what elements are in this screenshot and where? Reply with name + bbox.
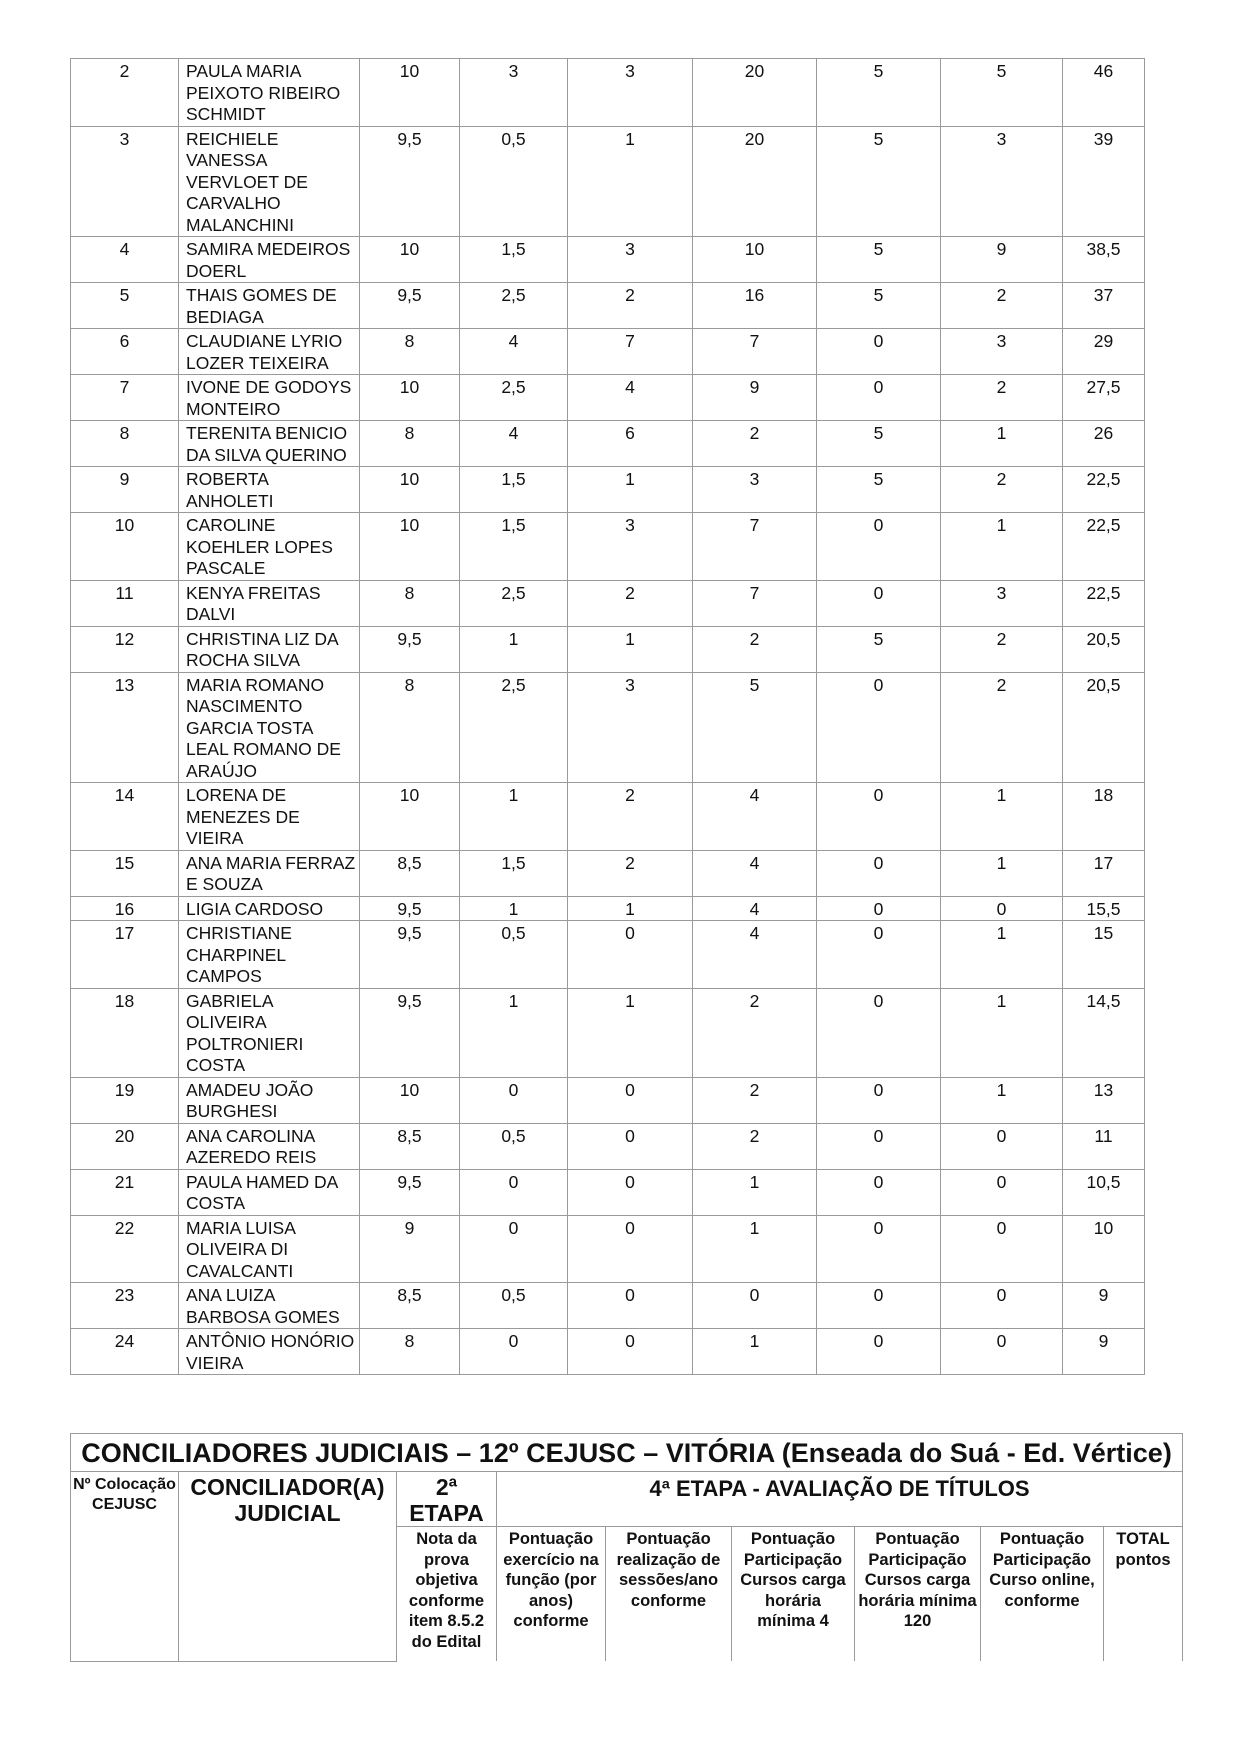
- courses-4h-cell: 16: [693, 283, 817, 329]
- name-cell: ANA CAROLINA AZEREDO REIS: [179, 1123, 360, 1169]
- results-table: [70, 58, 1145, 1375]
- sessions-score-cell: 3: [568, 513, 693, 581]
- name-cell: LORENA DE MENEZES DE VIEIRA: [179, 783, 360, 851]
- courses-4h-cell: 7: [693, 329, 817, 375]
- name-cell: REICHIELE VANESSA VERVLOET DE CARVALHO MALANCHINI: [179, 126, 360, 237]
- sessions-score-cell: 3: [568, 59, 693, 127]
- objective-score-cell: 9: [360, 1215, 460, 1283]
- name-cell: ANA LUIZA BARBOSA GOMES: [179, 1283, 360, 1329]
- exercise-score-cell: 4: [460, 329, 568, 375]
- table-row: [71, 283, 1145, 329]
- position-cell: 7: [71, 375, 179, 421]
- exercise-score-cell: 1: [460, 988, 568, 1077]
- table-row: [71, 59, 1145, 127]
- table-title: CONCILIADORES JUDICIAIS – 12º CEJUSC – VITÓRIA (Enseada do Suá - Ed. Vértice): [71, 1434, 1183, 1472]
- online-course-header: Pontuação Participação Curso online, conforme: [981, 1527, 1104, 1662]
- exercise-score-cell: 0,5: [460, 126, 568, 237]
- exercise-score-cell: 0: [460, 1077, 568, 1123]
- online-course-cell: 3: [941, 329, 1063, 375]
- table-row: [71, 626, 1145, 672]
- online-course-cell: 5: [941, 59, 1063, 127]
- total-cell: 22,5: [1063, 513, 1145, 581]
- name-cell: CAROLINE KOEHLER LOPES PASCALE: [179, 513, 360, 581]
- online-course-cell: 2: [941, 672, 1063, 783]
- sessions-score-cell: 1: [568, 896, 693, 921]
- courses-4h-cell: 1: [693, 1329, 817, 1375]
- sessions-score-cell: 1: [568, 626, 693, 672]
- sessions-score-cell: 0: [568, 1169, 693, 1215]
- table-row: [71, 1169, 1145, 1215]
- table-row: [71, 783, 1145, 851]
- online-course-cell: 2: [941, 283, 1063, 329]
- table-row: [71, 580, 1145, 626]
- position-cell: 23: [71, 1283, 179, 1329]
- objective-score-cell: 9,5: [360, 1169, 460, 1215]
- sessions-score-cell: 1: [568, 126, 693, 237]
- position-cell: 13: [71, 672, 179, 783]
- position-cell: 3: [71, 126, 179, 237]
- courses-4h-cell: 20: [693, 126, 817, 237]
- table-row: [71, 421, 1145, 467]
- courses-4h-cell: 0: [693, 1283, 817, 1329]
- objective-score-cell: 8,5: [360, 1283, 460, 1329]
- total-cell: 20,5: [1063, 672, 1145, 783]
- courses-4h-cell: 4: [693, 783, 817, 851]
- courses-4h-cell: 4: [693, 850, 817, 896]
- stage-4-header: 4ª ETAPA - AVALIAÇÃO DE TÍTULOS: [497, 1472, 1183, 1527]
- courses-4h-cell: 4: [693, 896, 817, 921]
- total-cell: 11: [1063, 1123, 1145, 1169]
- online-course-cell: 1: [941, 783, 1063, 851]
- sessions-score-cell: 1: [568, 988, 693, 1077]
- online-course-cell: 3: [941, 126, 1063, 237]
- table-row: [71, 1123, 1145, 1169]
- courses-120h-cell: 0: [817, 850, 941, 896]
- online-course-cell: 1: [941, 421, 1063, 467]
- table-row: [71, 850, 1145, 896]
- name-cell: TERENITA BENICIO DA SILVA QUERINO: [179, 421, 360, 467]
- online-course-cell: 0: [941, 896, 1063, 921]
- courses-120h-cell: 5: [817, 467, 941, 513]
- online-course-cell: 0: [941, 1123, 1063, 1169]
- sessions-score-cell: 0: [568, 1283, 693, 1329]
- courses-120h-cell: 0: [817, 1123, 941, 1169]
- table-row: [71, 513, 1145, 581]
- exercise-score-cell: 1,5: [460, 237, 568, 283]
- total-cell: 9: [1063, 1283, 1145, 1329]
- total-cell: 27,5: [1063, 375, 1145, 421]
- sessions-score-header: Pontuação realização de sessões/ano conforme: [606, 1527, 732, 1662]
- online-course-cell: 0: [941, 1215, 1063, 1283]
- exercise-score-cell: 0: [460, 1215, 568, 1283]
- stage-2-header: 2ª ETAPA: [397, 1472, 497, 1527]
- objective-score-cell: 10: [360, 59, 460, 127]
- name-cell: MARIA ROMANO NASCIMENTO GARCIA TOSTA LEAL ROMANO DE ARAÚJO: [179, 672, 360, 783]
- courses-120h-cell: 5: [817, 237, 941, 283]
- objective-score-cell: 10: [360, 467, 460, 513]
- position-cell: 8: [71, 421, 179, 467]
- total-cell: 39: [1063, 126, 1145, 237]
- exercise-score-cell: 0,5: [460, 921, 568, 989]
- exercise-score-cell: 2,5: [460, 672, 568, 783]
- sessions-score-cell: 0: [568, 1215, 693, 1283]
- position-cell: 21: [71, 1169, 179, 1215]
- name-cell: PAULA MARIA PEIXOTO RIBEIRO SCHMIDT: [179, 59, 360, 127]
- objective-score-cell: 9,5: [360, 626, 460, 672]
- conciliator-column-header: CONCILIADOR(A) JUDICIAL: [179, 1472, 397, 1662]
- objective-score-cell: 9,5: [360, 988, 460, 1077]
- position-cell: 22: [71, 1215, 179, 1283]
- table-row: [71, 329, 1145, 375]
- courses-4h-cell: 9: [693, 375, 817, 421]
- online-course-cell: 0: [941, 1329, 1063, 1375]
- courses-120h-cell: 0: [817, 580, 941, 626]
- objective-score-cell: 8: [360, 580, 460, 626]
- total-cell: 20,5: [1063, 626, 1145, 672]
- name-cell: PAULA HAMED DA COSTA: [179, 1169, 360, 1215]
- name-cell: MARIA LUISA OLIVEIRA DI CAVALCANTI: [179, 1215, 360, 1283]
- position-cell: 17: [71, 921, 179, 989]
- courses-120h-cell: 0: [817, 513, 941, 581]
- online-course-cell: 1: [941, 921, 1063, 989]
- exercise-score-cell: 4: [460, 421, 568, 467]
- table-row: [71, 237, 1145, 283]
- courses-120h-cell: 0: [817, 1329, 941, 1375]
- exercise-score-cell: 0: [460, 1329, 568, 1375]
- position-cell: 11: [71, 580, 179, 626]
- name-cell: CHRISTIANE CHARPINEL CAMPOS: [179, 921, 360, 989]
- name-cell: GABRIELA OLIVEIRA POLTRONIERI COSTA: [179, 988, 360, 1077]
- courses-120h-cell: 0: [817, 921, 941, 989]
- courses-120h-cell: 5: [817, 626, 941, 672]
- sessions-score-cell: 3: [568, 672, 693, 783]
- sessions-score-cell: 0: [568, 921, 693, 989]
- courses-120h-cell: 5: [817, 126, 941, 237]
- name-cell: CHRISTINA LIZ DA ROCHA SILVA: [179, 626, 360, 672]
- objective-score-cell: 10: [360, 375, 460, 421]
- table-row: [71, 1329, 1145, 1375]
- table-row: [71, 988, 1145, 1077]
- sessions-score-cell: 7: [568, 329, 693, 375]
- total-cell: 22,5: [1063, 580, 1145, 626]
- courses-4h-cell: 2: [693, 421, 817, 467]
- total-cell: 15: [1063, 921, 1145, 989]
- sessions-score-cell: 2: [568, 580, 693, 626]
- function-exercise-score-header: Pontuação exercício na função (por anos) conforme: [497, 1527, 606, 1662]
- online-course-cell: 0: [941, 1169, 1063, 1215]
- objective-score-cell: 9,5: [360, 283, 460, 329]
- online-course-cell: 1: [941, 513, 1063, 581]
- table-row: [71, 375, 1145, 421]
- sessions-score-cell: 0: [568, 1123, 693, 1169]
- table-row: [71, 672, 1145, 783]
- objective-score-cell: 10: [360, 1077, 460, 1123]
- exercise-score-cell: 1,5: [460, 850, 568, 896]
- online-course-cell: 0: [941, 1283, 1063, 1329]
- total-cell: 13: [1063, 1077, 1145, 1123]
- position-cell: 4: [71, 237, 179, 283]
- courses-120h-cell: 0: [817, 1077, 941, 1123]
- sessions-score-cell: 2: [568, 783, 693, 851]
- position-cell: 9: [71, 467, 179, 513]
- courses-4h-cell: 1: [693, 1215, 817, 1283]
- position-cell: 5: [71, 283, 179, 329]
- sessions-score-cell: 2: [568, 283, 693, 329]
- objective-score-cell: 10: [360, 513, 460, 581]
- online-course-cell: 9: [941, 237, 1063, 283]
- cejusc-12-header-table: [70, 1433, 1183, 1662]
- courses-4h-cell: 10: [693, 237, 817, 283]
- exercise-score-cell: 0: [460, 1169, 568, 1215]
- sessions-score-cell: 4: [568, 375, 693, 421]
- exercise-score-cell: 1: [460, 783, 568, 851]
- courses-4h-cell: 4: [693, 921, 817, 989]
- position-cell: 19: [71, 1077, 179, 1123]
- total-cell: 9: [1063, 1329, 1145, 1375]
- position-cell: 10: [71, 513, 179, 581]
- position-cell: 6: [71, 329, 179, 375]
- online-course-cell: 2: [941, 467, 1063, 513]
- courses-120h-cell: 0: [817, 329, 941, 375]
- exercise-score-cell: 0,5: [460, 1283, 568, 1329]
- name-cell: ANTÔNIO HONÓRIO VIEIRA: [179, 1329, 360, 1375]
- total-cell: 26: [1063, 421, 1145, 467]
- courses-120h-cell: 0: [817, 988, 941, 1077]
- total-cell: 38,5: [1063, 237, 1145, 283]
- objective-score-cell: 8: [360, 421, 460, 467]
- total-cell: 14,5: [1063, 988, 1145, 1077]
- total-cell: 10: [1063, 1215, 1145, 1283]
- courses-120h-cell: 0: [817, 1169, 941, 1215]
- position-cell: 12: [71, 626, 179, 672]
- online-course-cell: 1: [941, 850, 1063, 896]
- position-cell: 24: [71, 1329, 179, 1375]
- objective-score-cell: 9,5: [360, 921, 460, 989]
- name-cell: KENYA FREITAS DALVI: [179, 580, 360, 626]
- name-cell: THAIS GOMES DE BEDIAGA: [179, 283, 360, 329]
- exercise-score-cell: 0,5: [460, 1123, 568, 1169]
- sessions-score-cell: 0: [568, 1329, 693, 1375]
- position-cell: 18: [71, 988, 179, 1077]
- courses-120h-cell: 0: [817, 783, 941, 851]
- table-row: [71, 1283, 1145, 1329]
- name-cell: IVONE DE GODOYS MONTEIRO: [179, 375, 360, 421]
- courses-120h-cell: 0: [817, 1215, 941, 1283]
- courses-4h-cell: 7: [693, 580, 817, 626]
- total-cell: 29: [1063, 329, 1145, 375]
- position-cell: 20: [71, 1123, 179, 1169]
- table-row: [71, 1215, 1145, 1283]
- courses-min-120h-header: Pontuação Participação Cursos carga horária mínima 120: [855, 1527, 981, 1662]
- courses-4h-cell: 1: [693, 1169, 817, 1215]
- exercise-score-cell: 1,5: [460, 467, 568, 513]
- courses-4h-cell: 2: [693, 626, 817, 672]
- name-cell: ROBERTA ANHOLETI: [179, 467, 360, 513]
- exercise-score-cell: 3: [460, 59, 568, 127]
- table-row: [71, 467, 1145, 513]
- courses-120h-cell: 5: [817, 59, 941, 127]
- courses-4h-cell: 3: [693, 467, 817, 513]
- sessions-score-cell: 1: [568, 467, 693, 513]
- table-row: [71, 896, 1145, 921]
- courses-4h-cell: 2: [693, 1123, 817, 1169]
- name-cell: SAMIRA MEDEIROS DOERL: [179, 237, 360, 283]
- objective-score-cell: 9,5: [360, 126, 460, 237]
- objective-score-cell: 8: [360, 329, 460, 375]
- exercise-score-cell: 1,5: [460, 513, 568, 581]
- position-cell: 16: [71, 896, 179, 921]
- objective-score-cell: 8,5: [360, 1123, 460, 1169]
- online-course-cell: 2: [941, 626, 1063, 672]
- courses-min-4h-header: Pontuação Participação Cursos carga horária mínima 4: [732, 1527, 855, 1662]
- courses-4h-cell: 2: [693, 988, 817, 1077]
- exercise-score-cell: 1: [460, 626, 568, 672]
- objective-score-cell: 8,5: [360, 850, 460, 896]
- table-row: [71, 1077, 1145, 1123]
- sessions-score-cell: 2: [568, 850, 693, 896]
- sessions-score-cell: 6: [568, 421, 693, 467]
- objective-score-cell: 10: [360, 237, 460, 283]
- position-column-header: Nº Colocação CEJUSC: [71, 1472, 179, 1662]
- objective-score-cell: 8: [360, 1329, 460, 1375]
- exercise-score-cell: 2,5: [460, 375, 568, 421]
- table-row: [71, 126, 1145, 237]
- courses-4h-cell: 20: [693, 59, 817, 127]
- online-course-cell: 2: [941, 375, 1063, 421]
- position-cell: 15: [71, 850, 179, 896]
- courses-120h-cell: 0: [817, 375, 941, 421]
- objective-score-cell: 9,5: [360, 896, 460, 921]
- table-row: [71, 921, 1145, 989]
- name-cell: CLAUDIANE LYRIO LOZER TEIXEIRA: [179, 329, 360, 375]
- courses-120h-cell: 0: [817, 1283, 941, 1329]
- courses-4h-cell: 2: [693, 1077, 817, 1123]
- online-course-cell: 1: [941, 1077, 1063, 1123]
- total-cell: 18: [1063, 783, 1145, 851]
- objective-score-cell: 10: [360, 783, 460, 851]
- courses-120h-cell: 5: [817, 421, 941, 467]
- online-course-cell: 3: [941, 580, 1063, 626]
- courses-120h-cell: 5: [817, 283, 941, 329]
- total-cell: 10,5: [1063, 1169, 1145, 1215]
- total-cell: 15,5: [1063, 896, 1145, 921]
- name-cell: ANA MARIA FERRAZ E SOUZA: [179, 850, 360, 896]
- exercise-score-cell: 2,5: [460, 283, 568, 329]
- courses-120h-cell: 0: [817, 672, 941, 783]
- total-cell: 17: [1063, 850, 1145, 896]
- total-points-header: TOTAL pontos: [1104, 1527, 1183, 1662]
- objective-score-cell: 8: [360, 672, 460, 783]
- courses-120h-cell: 0: [817, 896, 941, 921]
- objective-exam-score-header: Nota da prova objetiva conforme item 8.5.2 do Edital: [397, 1527, 497, 1662]
- position-cell: 2: [71, 59, 179, 127]
- results-table-body: [71, 59, 1145, 1375]
- exercise-score-cell: 1: [460, 896, 568, 921]
- courses-4h-cell: 7: [693, 513, 817, 581]
- courses-4h-cell: 5: [693, 672, 817, 783]
- online-course-cell: 1: [941, 988, 1063, 1077]
- sessions-score-cell: 3: [568, 237, 693, 283]
- sessions-score-cell: 0: [568, 1077, 693, 1123]
- name-cell: LIGIA CARDOSO: [179, 896, 360, 921]
- total-cell: 46: [1063, 59, 1145, 127]
- total-cell: 37: [1063, 283, 1145, 329]
- position-cell: 14: [71, 783, 179, 851]
- total-cell: 22,5: [1063, 467, 1145, 513]
- name-cell: AMADEU JOÃO BURGHESI: [179, 1077, 360, 1123]
- exercise-score-cell: 2,5: [460, 580, 568, 626]
